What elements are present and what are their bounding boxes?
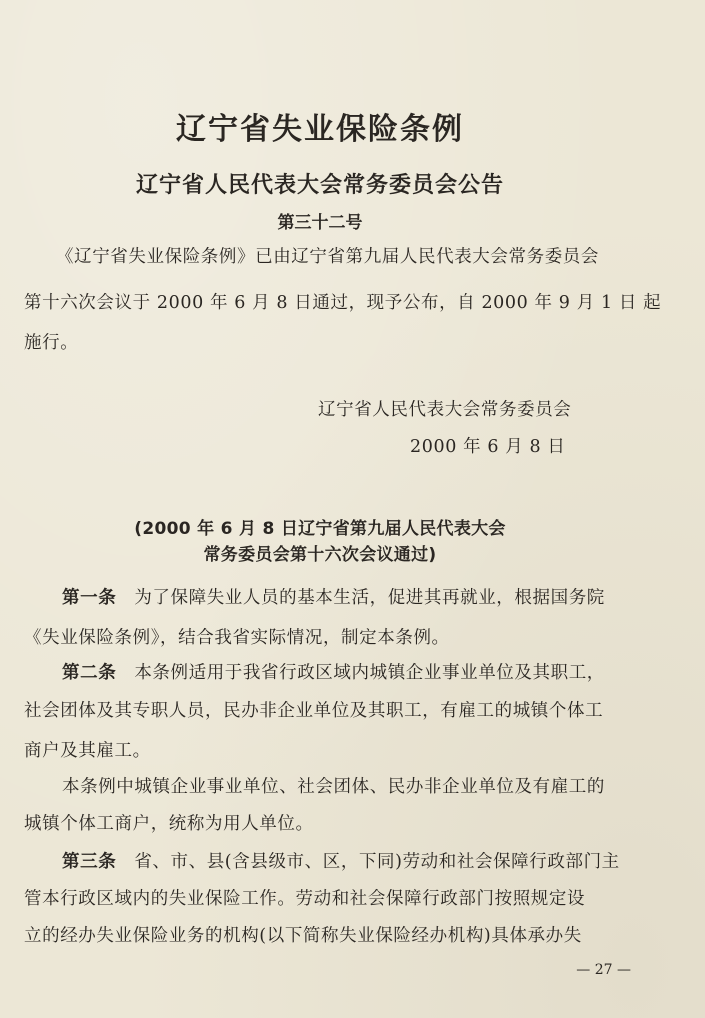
article-2-line: 社会团体及其专职人员，民办非企业单位及其职工，有雇工的城镇个体工: [24, 701, 604, 721]
document-title: 辽宁省失业保险条例: [176, 112, 464, 147]
article-3-first-line: [62, 848, 620, 873]
article-2-line: 本条例中城镇企业事业单位、社会团体、民办非企业单位及有雇工的: [62, 777, 605, 797]
article-2-line: 商户及其雇工。: [24, 741, 151, 761]
announcement-line: 第十六次会议于 2000 年 6 月 8 日通过，现予公布，自 2000 年 9 月 1 日 起: [24, 293, 662, 313]
article-1-text: 为了保障失业人员的基本生活，促进其再就业，根据国务院: [134, 588, 605, 608]
signature-date: 2000 年 6 月 8 日: [410, 437, 566, 457]
announcement-line: 《辽宁省失业保险条例》已由辽宁省第九届人民代表大会常务委员会: [56, 247, 599, 267]
article-1-first-line: [62, 584, 605, 609]
article-2-first-line: [62, 659, 605, 684]
article-3-text: 省、市、县(含县级市、区，下同)劳动和社会保障行政部门主: [134, 852, 620, 872]
announcement-title: 辽宁省人民代表大会常务委员会公告: [135, 173, 504, 198]
announcement-line: 施行。: [24, 333, 79, 353]
article-3-line: 立的经办失业保险业务的机构(以下简称失业保险经办机构)具体承办失: [24, 926, 582, 946]
article-3-line: 管本行政区域内的失业保险工作。劳动和社会保障行政部门按照规定设: [24, 889, 586, 909]
article-1-heading: 第一条: [62, 588, 117, 608]
passed-note-line: 常务委员会第十六次会议通过): [203, 545, 437, 565]
article-3-heading: 第三条: [62, 852, 117, 872]
article-2-line: 城镇个体工商户，统称为用人单位。: [24, 814, 314, 834]
announcement-number: 第三十二号: [277, 213, 363, 233]
article-1-line: 《失业保险条例》，结合我省实际情况，制定本条例。: [24, 628, 450, 648]
article-2-heading: 第二条: [62, 663, 117, 683]
page-number: — 27 —: [576, 962, 631, 978]
signature-org: 辽宁省人民代表大会常务委员会: [318, 400, 572, 420]
passed-note-line: (2000 年 6 月 8 日辽宁省第九届人民代表大会: [134, 519, 506, 539]
article-2-text: 本条例适用于我省行政区域内城镇企业事业单位及其职工，: [134, 663, 605, 683]
